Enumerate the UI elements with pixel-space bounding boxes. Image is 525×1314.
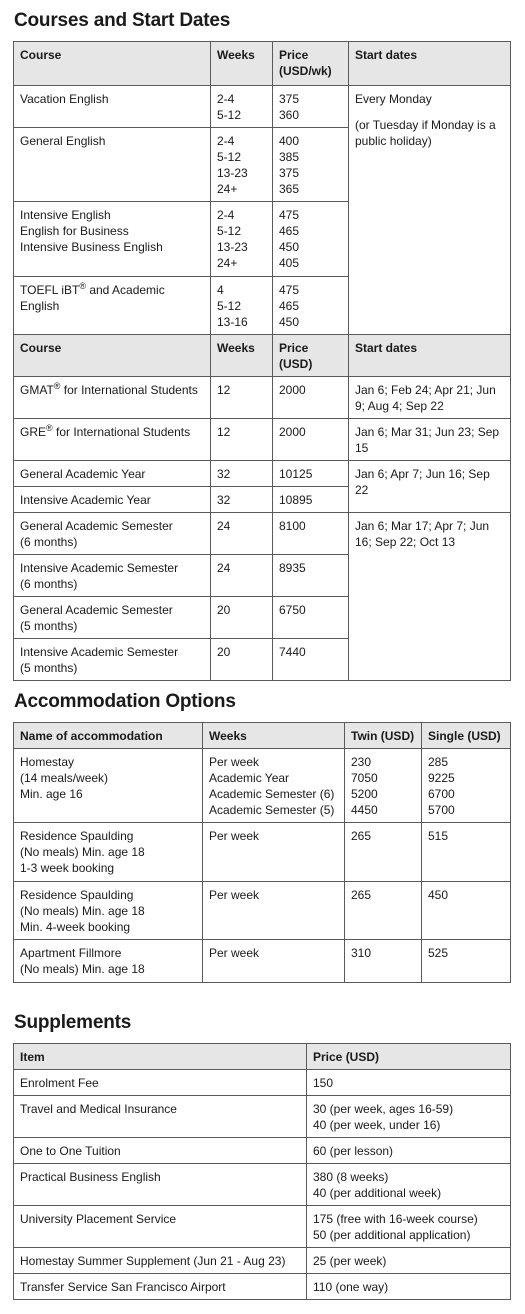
courses-header-row — [14, 42, 511, 86]
supplement-price: 25 (per week) — [307, 1248, 511, 1274]
accommodation-twin: 310 — [345, 940, 422, 983]
table-row — [14, 749, 511, 823]
table-row — [14, 86, 511, 128]
start-dates: Jan 6; Apr 7; Jun 16; Sep 22 — [349, 461, 511, 513]
table-row — [14, 882, 511, 940]
supplements-title: Supplements — [14, 1012, 132, 1033]
registered-mark: ® — [46, 423, 53, 433]
course-weeks: 24 — [211, 513, 273, 555]
courses-header-row-2 — [14, 335, 511, 377]
accommodation-name: Apartment Fillmore (No meals) Min. age 18 — [14, 940, 203, 983]
course-price: 2000 — [273, 377, 349, 419]
course-weeks: 2-4 5-12 13-23 24+ — [211, 202, 273, 277]
col-course-header: Course — [14, 42, 211, 86]
table-row — [14, 1206, 511, 1248]
registered-mark: ® — [53, 381, 61, 391]
col-twin-header: Twin (USD) — [345, 723, 422, 749]
course-name: Intensive English English for Business Intensive Business English — [14, 202, 211, 277]
accommodation-twin: 265 — [345, 823, 422, 882]
course-name: General Academic Semester (6 months) — [14, 513, 211, 555]
course-weeks: 24 — [211, 555, 273, 597]
accommodation-weeks: Per week — [203, 882, 345, 940]
col-start-header: Start dates — [349, 335, 511, 377]
supplement-price: 380 (8 weeks) 40 (per additional week) — [307, 1164, 511, 1206]
col-name-header: Name of accommodation — [14, 723, 203, 749]
accommodation-single: 450 — [422, 882, 511, 940]
accommodation-twin: 265 — [345, 882, 422, 940]
course-price: 6750 — [273, 597, 349, 639]
col-start-header: Start dates — [349, 42, 511, 86]
col-single-header: Single (USD) — [422, 723, 511, 749]
course-name: General Academic Semester (5 months) — [14, 597, 211, 639]
supplements-header-row — [14, 1044, 511, 1070]
col-price-header: Price (USD) — [307, 1044, 511, 1070]
supplement-price: 110 (one way) — [307, 1274, 511, 1300]
start-dates: Jan 6; Mar 17; Apr 7; Jun 16; Sep 22; Oct 13 — [349, 513, 511, 681]
supplements-table — [13, 1043, 511, 1300]
table-row — [14, 1138, 511, 1164]
start-dates-note: (or Tuesday if Monday is a public holiday) — [355, 118, 496, 148]
supplement-item: Homestay Summer Supplement (Jun 21 - Aug 23) — [14, 1248, 307, 1274]
course-weeks: 2-4 5-12 — [211, 86, 273, 128]
accommodation-header-row — [14, 723, 511, 749]
col-course-header: Course — [14, 335, 211, 377]
col-price-header: Price (USD/wk) — [273, 42, 349, 86]
accommodation-single: 515 — [422, 823, 511, 882]
table-row — [14, 419, 511, 461]
accommodation-weeks: Per week — [203, 940, 345, 983]
supplement-item: Practical Business English — [14, 1164, 307, 1206]
table-row — [14, 1274, 511, 1300]
courses-title: Courses and Start Dates — [14, 10, 231, 31]
accommodation-name: Residence Spaulding (No meals) Min. age 18 Min. 4-week booking — [14, 882, 203, 940]
supplement-price: 30 (per week, ages 16-59) 40 (per week, under 16) — [307, 1096, 511, 1138]
course-weeks: 20 — [211, 639, 273, 681]
course-price: 400 385 375 365 — [273, 128, 349, 202]
course-name: General English — [14, 128, 211, 202]
course-name: GMAT® for International Students — [14, 377, 211, 419]
supplement-item: University Placement Service — [14, 1206, 307, 1248]
start-dates: Jan 6; Feb 24; Apr 21; Jun 9; Aug 4; Sep 22 — [349, 377, 511, 419]
course-weeks: 20 — [211, 597, 273, 639]
table-row — [14, 940, 511, 983]
course-name: TOEFL iBT® and Academic English — [14, 277, 211, 335]
course-price: 475 465 450 405 — [273, 202, 349, 277]
course-weeks: 12 — [211, 377, 273, 419]
course-name: GRE® for International Students — [14, 419, 211, 461]
accommodation-name: Homestay (14 meals/week) Min. age 16 — [14, 749, 203, 823]
course-weeks: 12 — [211, 419, 273, 461]
supplement-price: 150 — [307, 1070, 511, 1096]
accommodation-weeks: Per week — [203, 823, 345, 882]
course-weeks: 4 5-12 13-16 — [211, 277, 273, 335]
supplement-price: 175 (free with 16-week course) 50 (per additional application) — [307, 1206, 511, 1248]
course-name: General Academic Year — [14, 461, 211, 487]
start-dates-cell — [349, 86, 511, 335]
accommodation-table — [13, 722, 511, 983]
course-weeks: 32 — [211, 461, 273, 487]
accommodation-weeks: Per week Academic Year Academic Semester (6) Academic Semester (5) — [203, 749, 345, 823]
course-price: 375 360 — [273, 86, 349, 128]
table-row — [14, 1164, 511, 1206]
course-price: 7440 — [273, 639, 349, 681]
course-price: 2000 — [273, 419, 349, 461]
accommodation-single: 285 9225 6700 5700 — [422, 749, 511, 823]
course-price: 475 465 450 — [273, 277, 349, 335]
course-name: Intensive Academic Semester (6 months) — [14, 555, 211, 597]
accommodation-single: 525 — [422, 940, 511, 983]
supplement-item: Travel and Medical Insurance — [14, 1096, 307, 1138]
col-weeks-header: Weeks — [203, 723, 345, 749]
supplement-item: Transfer Service San Francisco Airport — [14, 1274, 307, 1300]
course-price: 10125 — [273, 461, 349, 487]
col-item-header: Item — [14, 1044, 307, 1070]
table-row — [14, 1248, 511, 1274]
courses-table — [13, 41, 511, 681]
course-weeks: 2-4 5-12 13-23 24+ — [211, 128, 273, 202]
table-row — [14, 513, 511, 555]
course-name: Vacation English — [14, 86, 211, 128]
course-price: 8100 — [273, 513, 349, 555]
registered-mark: ® — [79, 281, 86, 291]
start-dates-every-monday: Every Monday — [355, 92, 432, 106]
col-weeks-header: Weeks — [211, 42, 273, 86]
course-price: 10895 — [273, 487, 349, 513]
course-name: Intensive Academic Semester (5 months) — [14, 639, 211, 681]
supplement-item: One to One Tuition — [14, 1138, 307, 1164]
table-row — [14, 1096, 511, 1138]
table-row — [14, 461, 511, 487]
supplement-item: Enrolment Fee — [14, 1070, 307, 1096]
course-name: Intensive Academic Year — [14, 487, 211, 513]
table-row — [14, 1070, 511, 1096]
course-weeks: 32 — [211, 487, 273, 513]
accommodation-title: Accommodation Options — [14, 691, 236, 712]
accommodation-twin: 230 7050 5200 4450 — [345, 749, 422, 823]
col-price-header: Price (USD) — [273, 335, 349, 377]
course-price: 8935 — [273, 555, 349, 597]
start-dates: Jan 6; Mar 31; Jun 23; Sep 15 — [349, 419, 511, 461]
col-weeks-header: Weeks — [211, 335, 273, 377]
supplement-price: 60 (per lesson) — [307, 1138, 511, 1164]
table-row — [14, 823, 511, 882]
table-row — [14, 377, 511, 419]
accommodation-name: Residence Spaulding (No meals) Min. age 18 1-3 week booking — [14, 823, 203, 882]
